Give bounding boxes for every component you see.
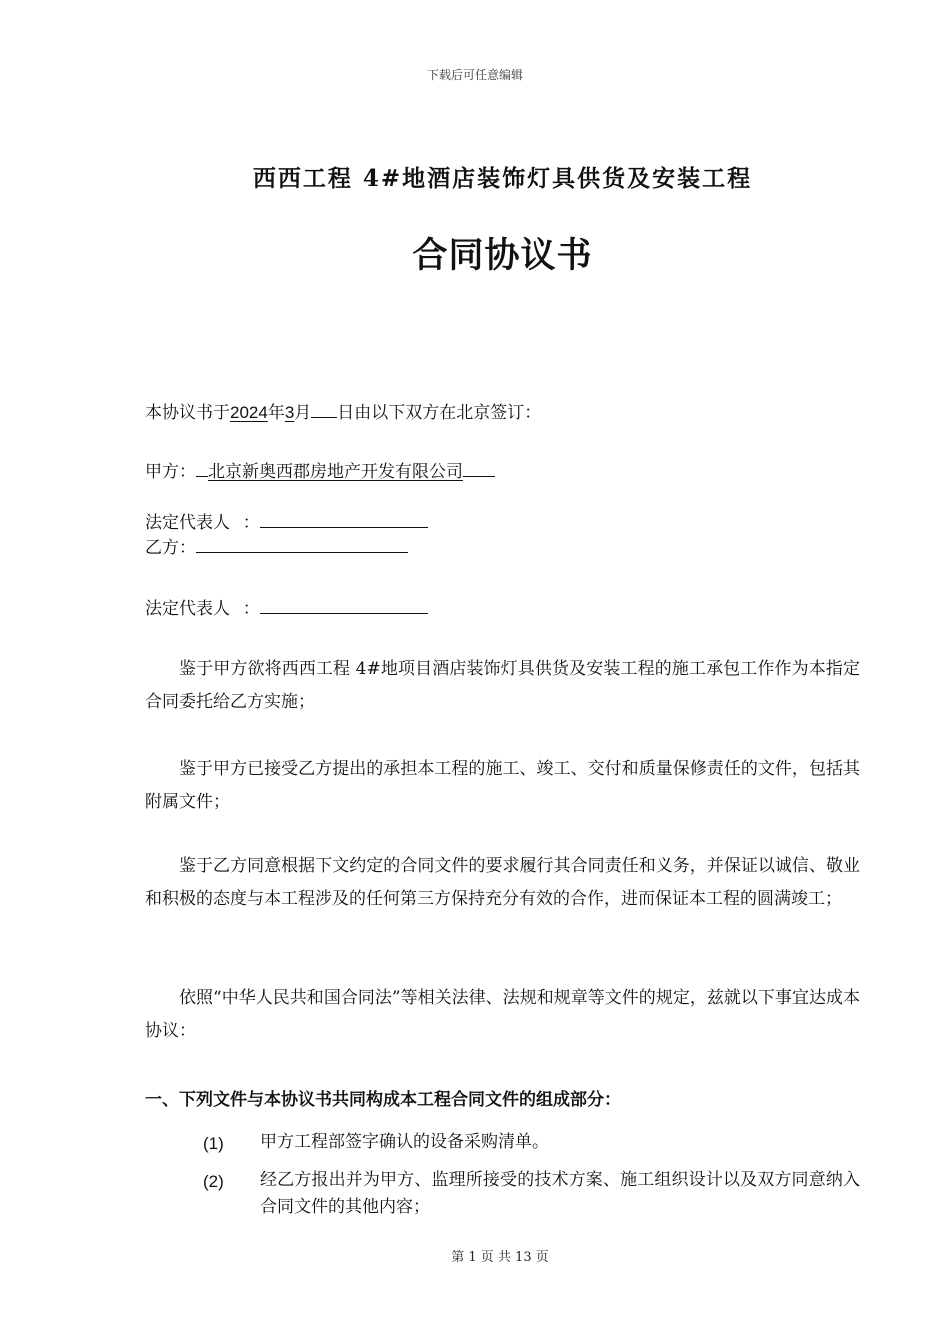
party-b-blank: [196, 536, 408, 553]
document-title-line1: 西西工程 4#地酒店装饰灯具供货及安装工程: [252, 165, 753, 192]
legal-rep-blank: [260, 597, 428, 614]
recital-paragraph: 鉴于甲方已接受乙方提出的承担本工程的施工、竣工、交付和质量保修责任的文件，包括其附属文件；: [145, 759, 860, 812]
legal-rep-label: 法定代表人: [145, 599, 230, 618]
signing-year: 2024: [230, 403, 268, 422]
party-a-legal-rep-line: [145, 508, 428, 533]
list-item-text: 甲方工程部签字确认的设备采购清单。: [260, 1132, 549, 1152]
party-a-name: 北京新奥西郡房地产开发有限公司: [208, 462, 463, 481]
party-a-underline-lead: [196, 460, 208, 477]
section-heading: 一、下列文件与本协议书共同构成本工程合同文件的组成部分：: [145, 1090, 621, 1110]
signing-month-unit: 月: [294, 403, 312, 423]
signing-line: [145, 398, 541, 423]
legal-rep-colon: ：: [242, 513, 260, 532]
party-a-line: [145, 457, 495, 482]
party-b-legal-rep-line: [145, 594, 428, 619]
recital-paragraph: 鉴于乙方同意根据下文约定的合同文件的要求履行其合同责任和义务，并保证以诚信、敬业和积极的态度与本工程涉及的任何第三方保持充分有效的合作，进而保证本工程的圆满竣工；: [145, 856, 860, 909]
party-b-line: [145, 533, 408, 558]
party-a-underline-tail: [463, 460, 495, 477]
list-item-number: (1): [203, 1134, 224, 1153]
party-b-label: 乙方：: [145, 538, 196, 557]
recital-paragraph: 鉴于甲方欲将西西工程 4#地项目酒店装饰灯具供货及安装工程的施工承包工作作为本指定合同委托给乙方实施；: [145, 659, 860, 712]
legal-rep-blank: [260, 511, 428, 528]
signing-month: 3: [284, 403, 295, 422]
legal-rep-colon: ：: [242, 599, 260, 618]
page-footer: 第 1 页 共 13 页: [451, 1250, 549, 1265]
party-a-label: 甲方：: [145, 462, 196, 481]
recital-paragraph: 依照“中华人民共和国合同法”等相关法律、法规和规章等文件的规定，兹就以下事宜达成本协议：: [145, 988, 860, 1041]
signing-day-blank: [311, 401, 337, 418]
list-item-text: 经乙方报出并为甲方、监理所接受的技术方案、施工组织设计以及双方同意纳入合同文件的其他内容；: [260, 1170, 860, 1217]
header-note: 下载后可任意编辑: [426, 68, 523, 82]
signing-suffix: 日由以下双方在北京签订：: [337, 403, 542, 423]
signing-prefix: 本协议书于: [145, 403, 230, 423]
signing-year-unit: 年: [267, 403, 285, 423]
list-item-number: (2): [203, 1172, 224, 1191]
legal-rep-label: 法定代表人: [145, 513, 230, 532]
document-title-line2: 合同协议书: [412, 236, 593, 276]
